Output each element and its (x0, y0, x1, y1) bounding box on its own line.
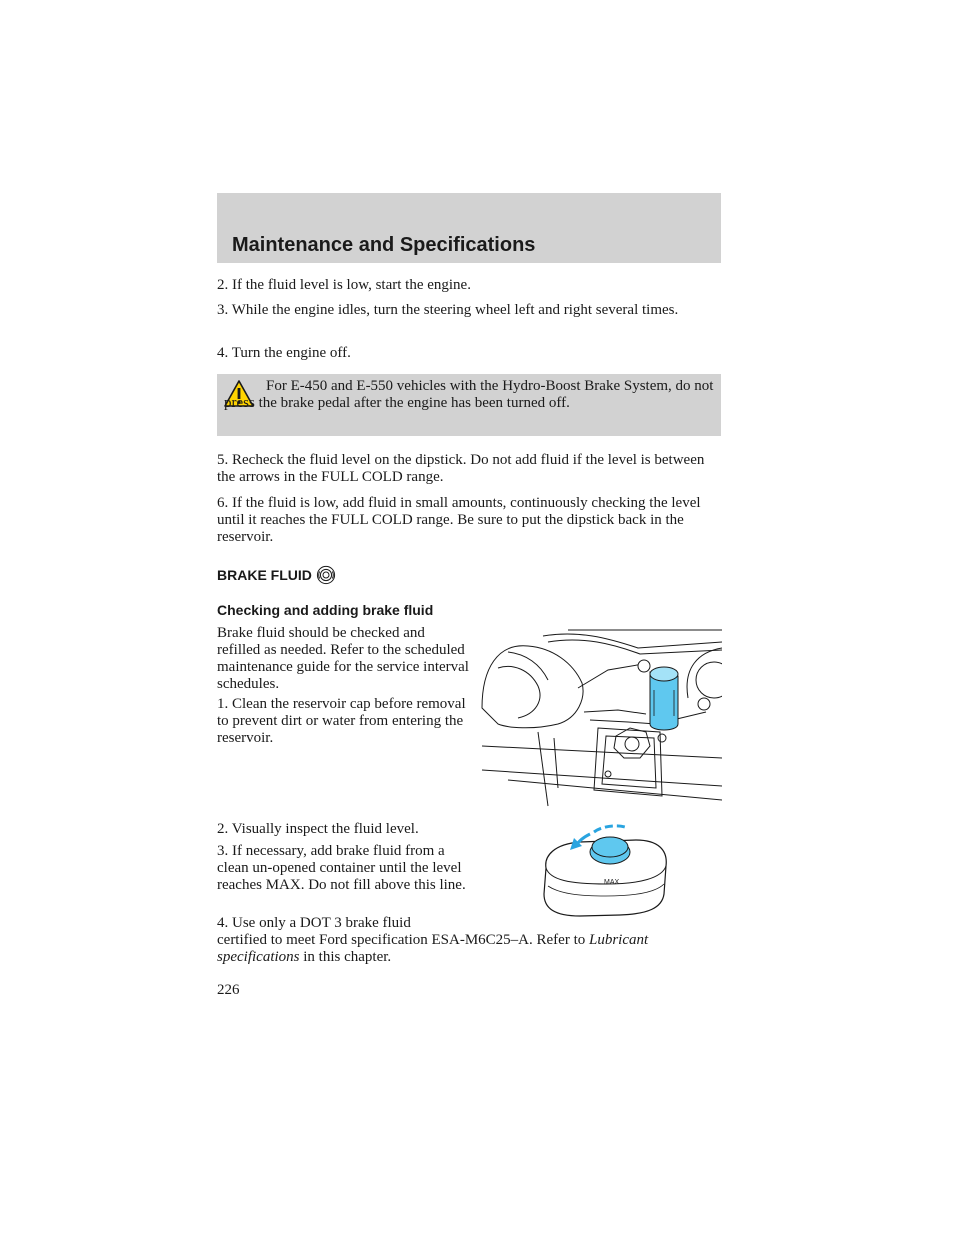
brake-step-4-text (217, 915, 721, 966)
max-label: MAX (604, 879, 620, 886)
brake-step-3-text: 3. If necessary, add brake fluid from a clean un-opened container until the level reaches MAX. Do not fill above this line. (217, 843, 466, 893)
step-4-lead: 4. Use only a DOT 3 brake fluid (217, 915, 411, 931)
brake-intro-text: Brake fluid should be checked and refilled as needed. Refer to the scheduled maintenance guide for the service interval schedules. (217, 625, 469, 692)
brake-system-icon (316, 565, 336, 585)
step-6-text: 6. If the fluid is low, add fluid in small amounts, continuously checking the level until it reaches the FULL COLD range. Be sure to put the dipstick back in the reservoir. (217, 495, 701, 545)
reservoir-max-illustration (540, 820, 670, 918)
warning-box (217, 374, 721, 436)
step-3-text: 3. While the engine idles, turn the steering wheel left and right several times. (217, 302, 679, 318)
brake-step-1-text: 1. Clean the reservoir cap before removal to prevent dirt or water from entering the reservoir. (217, 696, 466, 746)
step-4-text: 4. Turn the engine off. (217, 345, 351, 361)
lubricant-specifications-reference: Lubricant specifications (217, 932, 649, 965)
header-band (217, 193, 721, 263)
warning-text: For E-450 and E-550 vehicles with the Hydro-Boost Brake System, do not press the brake pedal after the engine has been turned off. (224, 378, 714, 411)
page-number: 226 (217, 982, 240, 998)
section-heading (217, 565, 336, 585)
brake-step-2-text: 2. Visually inspect the fluid level. (217, 821, 419, 837)
section-title: BRAKE FLUID (217, 567, 312, 583)
step-2-text: 2. If the fluid level is low, start the engine. (217, 277, 471, 293)
subsection-heading: Checking and adding brake fluid (217, 602, 434, 618)
engine-compartment-illustration (478, 628, 722, 808)
step-4-tail: in this chapter. (299, 949, 392, 965)
step-5-text: 5. Recheck the fluid level on the dipstick. Do not add fluid if the level is between the arrows in the FULL COLD range. (217, 452, 705, 485)
page-title: Maintenance and Specifications (232, 234, 536, 256)
step-4-continuation: certified to meet Ford specification ESA-M6C25–A. Refer to (217, 932, 589, 948)
